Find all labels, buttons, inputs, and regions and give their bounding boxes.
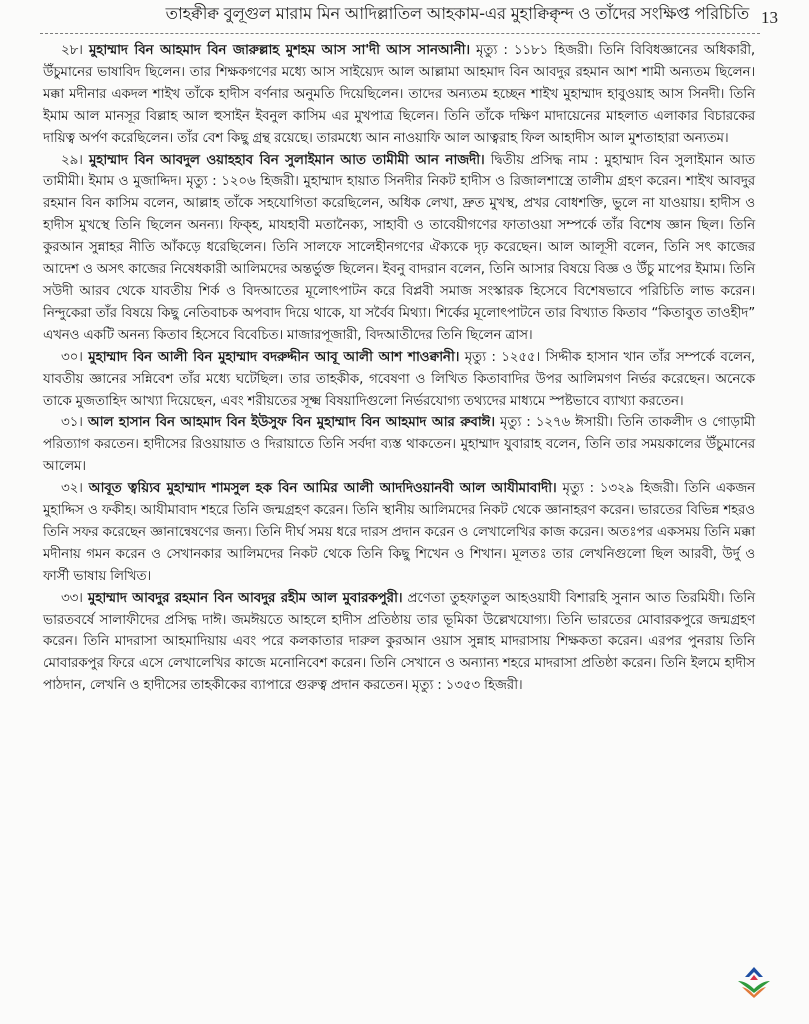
running-header (60, 4, 778, 28)
biography-entry-28 (43, 40, 755, 150)
entry-name: আবূত ত্বয়্যিব মুহাম্মাদ শামসুল হক বিন আমির আলী আদদিওয়ানবী আল আযীমাবাদী। (88, 480, 557, 497)
entry-number: ৩১। (61, 414, 83, 431)
entry-name: আল হাসান বিন আহমাদ বিন ইউসুফ বিন মুহাম্মাদ বিন আহমাদ আর রুবাঈ। (87, 414, 495, 431)
publisher-logo-icon (736, 965, 772, 999)
biography-entry-30 (43, 347, 755, 413)
entry-number: ২৮। (61, 42, 83, 58)
header-title: তাহক্বীক্ব বুলূগুল মারাম মিন আদিল্লাতিল আহকাম-এর মুহাক্বিক্বৃন্দ ও তাঁদের সংক্ষিপ্ত পরিচিতি (165, 4, 749, 23)
entry-text: মৃত্যু : ১৩২৯ হিজরী। তিনি একজন মুহাদ্দিস ও ফকীহ। আযীমাবাদ শহরে তিনি জন্মগ্রহণ করেন। তিনি স্থানীয় আলিমদের নিকট থেকে জ্ঞানাহরণ করেন। ভারতের বিভিন্ন শহরও তিনি সফর করেছেন জ্ঞানান্বেষণের জন্য। তিনি দীর্ঘ সময় ধরে দারস প্রদান করেন ও লেখালেখির কাজ করেন। অতঃপর একসময় তিনি মক্কা মদীনায় গমন করেন ও সেখানকার আলিমদের নিকট থেকে তিনি কিছু শিখেন ও শিখান। মূলতঃ তার লেখনিগুলো ছিল আরবী, উর্দু ও ফার্সী ভাষায় লিখিত। (43, 480, 755, 584)
entry-text: প্রণেতা তুহফাতুল আহওয়াযী বিশারহি সুনান আত তিরমিযী। তিনি ভারতবর্ষে সালাফীদের প্রসিদ্ধ দাঈ। জমঈয়তে আহলে হাদীস প্রতিষ্ঠায় তার ভূমিকা উল্লেখযোগ্য। তিনি ভারতের মোবারকপুরে জন্মগ্রহণ করেন। তিনি মাদরাসা আহমাদিয়ায় এবং পরে কলকাতার দারুল কুরআন ওয়াস সুন্নাহ মাদরাসায় শিক্ষকতা করেন। এরপর পুনরায় তিনি মোবারকপুর ফিরে এসে লেখালেখির কাজে মনোনিবেশ করেন। তিনি সেখানে ও অন্যান্য শহরে মাদরাসা প্রতিষ্ঠা করেন। তিনি ইলমে হাদীস পাঠদান, লেখনি ও হাদীসের তাহকীকের ব্যাপারে গুরুত্ব প্রদান করতেন। মৃত্যু : ১৩৫৩ হিজরী। (43, 589, 756, 694)
entry-number: ৩৩। (61, 589, 83, 606)
biography-entry-32 (43, 478, 755, 588)
entry-number: ২৯। (61, 151, 83, 168)
biography-entry-29 (43, 150, 755, 347)
logo-book-green (738, 981, 770, 993)
entry-name: মুহাম্মাদ বিন আবদুল ওয়াহহাব বিন সুলাইমান আত তামীমী আন নাজদী। (88, 151, 485, 168)
entry-text: দ্বিতীয় প্রসিদ্ধ নাম : মুহাম্মাদ বিন সুলাইমান আত তামীমী। ইমাম ও মুজাদ্দিদ। মৃত্যু : ১২০৬ হিজরী। মুহাম্মাদ হায়াত সিনদীর নিকট হাদীস ও রিজালশাস্ত্রে তালীম গ্রহণ করেন। শাইখ আবদুর রহমান বিন কাসিম বলেন, আল্লাহ তাঁকে সহযোগিতা করেছিলেন, অধিক লেখা, দ্রুত মুখস্থ, প্রখর বোধশক্তি, ভুলে না যাওয়ায়। হাদীস ও হাদীস মুখস্থে তিনি ছিলেন অনন্য। ফিক্‌হ, মাযহাবী মতানৈক্য, সাহাবী ও তাবেয়ীগণের ফাতাওয়া সম্পর্কে তাঁর বিশেষ জ্ঞান ছিল। তিনি কুরআন সুন্নাহর নীতি আঁকড়ে ধরেছিলেন। তিনি সালফে সালেহীনগণের ঐক্যকে দৃঢ় করেছেন। আল আলূসী বলেন, তিনি সৎ কাজের আদেশ ও অসৎ কাজের নিষেধকারী আলিমদের অন্তর্ভুক্ত ছিলেন। ইবনু বাদরান বলেন, তিনি আসার বিষয়ে বিজ্ঞ ও উঁচু মাপের ইমাম। তিনি সউদী আরব থেকে যাবতীয় শির্ক ও বিদআতের মূলোৎপাটন করে বিপ্লবী সমাজ সংস্কারক হিসেবে বিশেষভাবে পরিচিতি লাভ করেন। নিন্দুকেরা তাঁর বিষয়ে কিছু নেতিবাচক অপবাদ দিয়ে থাকে, যা সর্বৈব মিথ্যা। শির্কের মূলোৎপাটনে তার বিখ্যাত কিতাব “কিতাবুত তাওহীদ” এখনও একটি অনন্য কিতাব হিসেবে বিবেচিত। মাজারপূজারী, বিদআতীদের তিনি ছিলেন ত্রাস। (43, 151, 755, 343)
entry-text: মৃত্যু : ১২৭৬ ঈসায়ী। তিনি তাকলীদ ও গোড়ামী পরিত্যাগ করতেন। হাদীসের রিওয়ায়াত ও দিরায়াতে তিনি সর্বদা ব্যস্ত থাকতেন। মুহাম্মাদ যুবারাহ বলেন, তিনি তার সময়কালের উঁচুমানের আলেম। (43, 414, 755, 475)
biography-entry-33 (43, 588, 755, 698)
entry-number: ৩২। (61, 480, 83, 497)
entry-text: মৃত্যু : ১১৮১ হিজরী। তিনি বিবিধজ্ঞানের অধিকারী, উঁচুমানের ভাষাবিদ ছিলেন। তার শিক্ষকগণের মধ্যে আস সাইয়্যেদ আল আল্লামা আহমাদ বিন আবদুর রহমান আশ শামী অন্যতম ছিলেন। মক্কা মদীনার একদল শাইখ তাঁকে হাদীস বর্ণনার অনুমতি দিয়েছিলেন। তাদের অন্যতম হচ্ছেন শাইখ মুহাম্মাদ হাবুওয়াহ আস সিনদী। তিনি ইমাম আল মানসূর বিল্লাহ আল হুসাইন ইবনুল কাসিম এর মুখপাত্র ছিলেন। তিনি তাঁকে দক্ষিণ মাদায়েনের মাহলাত এলাকার বিচারকের দায়িত্ব অর্পণ করেছিলেন। তাঁর বেশ কিছু গ্রন্থ রয়েছে। তারমধ্যে আন নাওয়াফি আল আত্বরাহ ফিল আহাদীস আল মুশতাহারা অন্যতম। (43, 42, 756, 146)
entry-name: মুহাম্মাদ বিন আলী বিন মুহাম্মাদ বদরুদ্দীন আবূ আলী আশ শাওক্বানী। (88, 348, 460, 365)
entry-name: মুহাম্মাদ বিন আহমাদ বিন জারুল্লাহ মুশহম আস সা'দী আস সানআনী। (88, 42, 470, 58)
header-divider (40, 33, 760, 34)
page-number: 13 (761, 8, 778, 27)
entry-number: ৩০। (61, 348, 83, 365)
entry-name: মুহাম্মাদ আবদুর রহমান বিন আবদুর রহীম আল মুবারকপুরী। (87, 589, 403, 606)
biography-entry-31 (43, 412, 755, 478)
biography-list (43, 40, 755, 697)
logo-roof-red (750, 975, 758, 980)
entry-text: মৃত্যু : ১২৫৫। সিদ্দীক হাসান খান তাঁর সম্পর্কে বলেন, যাবতীয় জ্ঞানের সন্নিবেশ তাঁর মধ্যে ঘটেছিল। তার তাহকীক, গবেষণা ও লিখিত কিতাবাদির উপর আলিমগণ নির্ভর করেছেন। অনেকে তাকে মুজতাহিদ আখ্যা দিয়েছেন, এবং শরীয়তের সূক্ষ্ম বিষয়াদিগুলো নির্ভরযোগ্য তথ্যদের মাধ্যমে স্পষ্টভাবে ব্যাখ্যা করতেন। (43, 348, 755, 409)
